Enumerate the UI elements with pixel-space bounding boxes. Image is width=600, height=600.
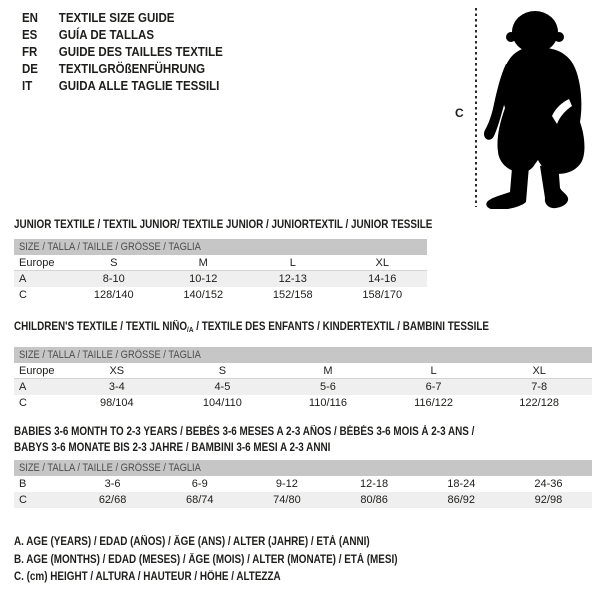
children-size-table [14, 347, 592, 411]
cell: XL [532, 365, 546, 377]
language-row-en [22, 9, 223, 26]
cell: 92/98 [534, 494, 563, 506]
table-row-europe [14, 255, 427, 271]
table-row-height [14, 395, 592, 411]
legend [14, 534, 460, 587]
cell: 86/92 [447, 494, 476, 506]
legend-line-b: B. AGE (MONTHS) / EDAD (MESES) / ÂGE (MOIS) / ALTER (MONATE) / ETÀ (MESI) [14, 553, 398, 566]
cell: S [218, 365, 227, 377]
row-label: B [19, 478, 27, 490]
language-label: TEXTILGRÖßENFÜHRUNG [58, 61, 206, 76]
cell: 104/110 [202, 397, 242, 409]
row-label: Europe [19, 365, 55, 377]
size-header-text: SIZE / TALLA / TAILLE / GRÖSSE / TAGLIA [19, 462, 201, 474]
cell: 12-18 [360, 478, 389, 490]
cell: 122/128 [519, 397, 560, 409]
table-row-height [14, 492, 592, 508]
baby-left-leg [486, 166, 529, 209]
babies-table-title [14, 424, 474, 456]
language-row-es [22, 26, 223, 43]
language-label: GUÍA DE TALLAS [58, 27, 154, 42]
cell: 18-24 [447, 478, 476, 490]
size-header-text: SIZE / TALLA / TAILLE / GRÖSSE / TAGLIA [19, 349, 201, 361]
cell: 116/122 [414, 397, 454, 409]
baby-left-ear [506, 32, 516, 42]
height-measure-label: C [455, 106, 464, 120]
baby-head [512, 11, 558, 53]
babies-title-line2: BABYS 3-6 MONATE BIS 2-3 JAHRE / BAMBINI 3-6 MESI A 2-3 ANNI [14, 442, 331, 454]
table-row-height [14, 287, 427, 303]
cell: 9-12 [275, 478, 298, 490]
title-part: CHILDREN'S TEXTILE / TEXTIL NIÑO [14, 321, 188, 333]
babies-size-table [14, 460, 592, 508]
language-code: EN [22, 10, 38, 25]
cell: L [289, 257, 296, 269]
language-label: GUIDE DES TAILLES TEXTILE [58, 44, 223, 59]
row-label: Europe [19, 257, 55, 269]
cell: XS [109, 365, 125, 377]
language-label: TEXTILE SIZE GUIDE [58, 10, 175, 25]
language-label: GUIDA ALLE TAGLIE TESSILI [58, 78, 220, 93]
cell: 158/170 [362, 289, 403, 301]
cell: 98/104 [99, 397, 134, 409]
junior-size-table [14, 239, 427, 303]
cell: 152/158 [272, 289, 313, 301]
row-label: C [19, 397, 27, 409]
cell: M [198, 257, 208, 269]
cell: 4-5 [214, 381, 231, 393]
title-part: / TEXTILE DES ENFANTS / KINDERTEXTIL / BAMBINI TESSILE [193, 321, 489, 333]
cell: 68/74 [185, 494, 214, 506]
table-row-months [14, 476, 592, 492]
cell: 140/152 [183, 289, 224, 301]
legend-line-c: C. (cm) HEIGHT / ALTURA / HAUTEUR / HÖHE / ALTEZZA [14, 571, 281, 583]
language-code: FR [22, 44, 38, 59]
table-row-europe [14, 363, 592, 379]
cell: 3-6 [104, 478, 121, 490]
cell: 7-8 [531, 381, 548, 393]
language-code: IT [22, 78, 33, 93]
baby-right-ear [554, 32, 564, 42]
cell: 14-16 [368, 273, 397, 285]
language-row-it [22, 77, 223, 94]
cell: 24-36 [534, 478, 563, 490]
cell: L [430, 365, 437, 377]
cell: S [110, 257, 118, 269]
children-table-title [14, 319, 489, 338]
language-code: DE [22, 61, 38, 76]
table-row-age [14, 271, 427, 287]
cell: 74/80 [273, 494, 301, 506]
cell: 80/86 [360, 494, 388, 506]
title-subscript: /A [187, 325, 194, 334]
table-row-age [14, 379, 592, 395]
size-header-bar [14, 460, 592, 476]
row-label: A [19, 273, 27, 285]
language-code: ES [22, 27, 38, 42]
language-row-fr [22, 43, 223, 60]
language-row-de [22, 60, 223, 77]
cell: XL [375, 257, 389, 269]
legend-line-a: A. AGE (YEARS) / EDAD (AÑOS) / ÂGE (ANS) / ALTER (JAHRE) / ETÀ (ANNI) [14, 536, 370, 548]
junior-table-title: JUNIOR TEXTILE / TEXTIL JUNIOR/ TEXTILE JUNIOR / JUNIORTEXTIL / JUNIOR TESSILE [14, 219, 433, 231]
baby-silhouette [482, 4, 595, 209]
cell: 12-13 [278, 273, 307, 285]
cell: M [323, 365, 333, 377]
size-header-bar [14, 347, 592, 363]
cell: 110/116 [308, 397, 348, 409]
size-header-bar [14, 239, 427, 255]
cell: 128/140 [93, 289, 134, 301]
size-header-text: SIZE / TALLA / TAILLE / GRÖSSE / TAGLIA [19, 241, 201, 253]
cell: 10-12 [189, 273, 218, 285]
height-measure-dotted-line [475, 8, 477, 207]
row-label: C [19, 289, 27, 301]
cell: 62/68 [98, 494, 127, 506]
row-label: C [19, 494, 27, 506]
cell: 6-9 [191, 478, 208, 490]
cell: 5-6 [320, 381, 336, 393]
row-label: A [19, 381, 27, 393]
cell: 6-7 [425, 381, 442, 393]
babies-title-line1: BABIES 3-6 MONTH TO 2-3 YEARS / BEBÉS 3-6 MESES A 2-3 AÑOS / BÉBÉS 3-6 MOIS À 2-3 ANS / [14, 426, 475, 438]
cell: 8-10 [102, 273, 125, 285]
cell: 3-4 [108, 381, 125, 393]
language-list [22, 9, 240, 94]
